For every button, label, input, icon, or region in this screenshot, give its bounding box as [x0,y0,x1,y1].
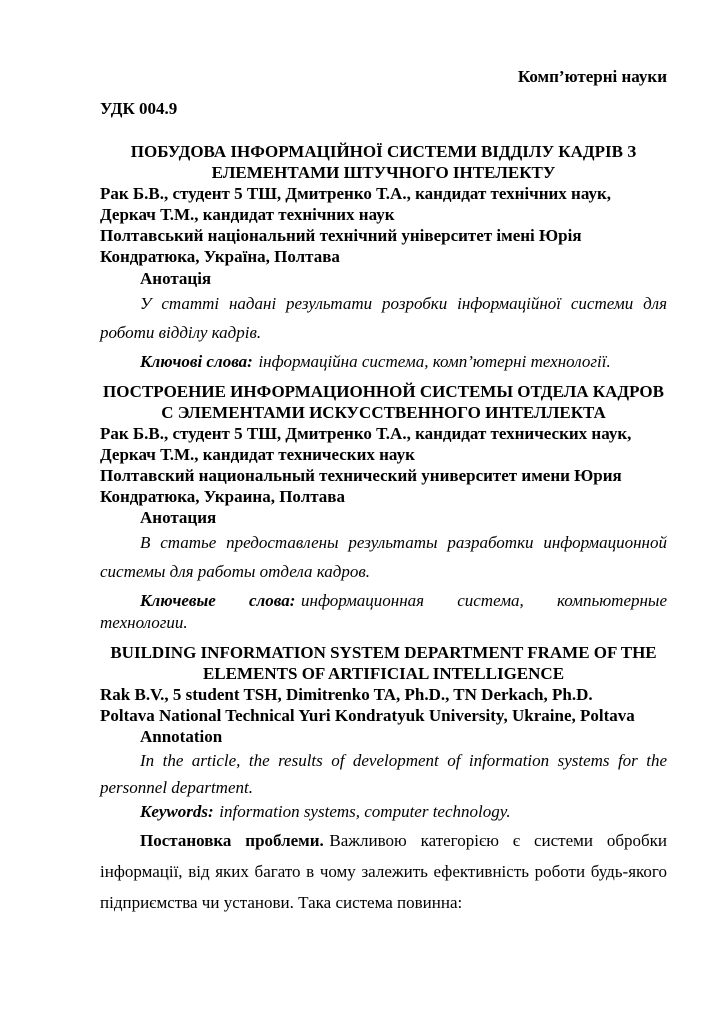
section-ukrainian [100,141,667,373]
authors-uk [100,183,667,267]
article-title-en-line1: BUILDING INFORMATION SYSTEM DEPARTMENT FRAME OF THE [110,643,657,662]
abstract-uk-line2: роботи відділу кадрів. [100,323,262,342]
keywords-en-text: information systems, computer technology. [219,802,511,821]
abstract-en-line1: In the article, the results of development of information systems for the [140,751,667,770]
authors-ru-line2: Деркач Т.М., кандидат технических наук [100,445,415,464]
affiliation-en-line1: Poltava National Technical Yuri Kondratyuk University, Ukraine, Poltava [100,706,635,725]
affiliation-uk-line1: Полтавський національний технічний університет імені Юрія [100,226,582,245]
annotation-heading-uk: Анотація [140,269,212,288]
article-title-uk-line1: ПОБУДОВА ІНФОРМАЦІЙНОЇ СИСТЕМИ ВІДДІЛУ КАДРІВ З [130,142,637,161]
problem-statement-line1 [100,825,667,856]
abstract-en-line2: personnel department. [100,778,253,797]
keywords-en [100,801,667,823]
abstract-uk-line1: У статті надані результати розробки інформаційної системи для [140,294,667,313]
page-content [100,66,667,918]
problem-statement-line3: підприємства чи установи. Така система повинна: [100,893,463,912]
authors-en-line1: Rak B.V., 5 student TSH, Dimitrenko TA, Ph.D., TN Derkach, Ph.D. [100,685,593,704]
article-title-ru-line1: ПОСТРОЕНИЕ ИНФОРМАЦИОННОЙ СИСТЕМЫ ОТДЕЛА КАДРОВ [103,382,664,401]
keywords-ru-line1 [100,590,667,612]
affiliation-uk-line2: Кондратюка, Україна, Полтава [100,247,340,266]
authors-uk-line1: Рак Б.В., студент 5 ТШ, Дмитренко Т.А., кандидат технічних наук, [100,184,612,203]
keywords-en-label: Keywords: [140,802,214,821]
problem-statement-line2: інформації, від яких багато в чому залежить ефективність роботи будь-якого [100,862,667,881]
affiliation-ru-line1: Полтавский национальный технический университет имени Юрия [100,466,622,485]
abstract-uk [100,289,667,347]
section-russian [100,381,667,634]
udc-code: УДК 004.9 [100,99,178,118]
keywords-uk [100,351,667,373]
authors-ru [100,423,667,507]
annotation-heading-en: Annotation [140,727,223,746]
problem-statement-line1-rest: Важливою категорією є системи обробки [329,831,667,850]
authors-en [100,684,667,726]
abstract-ru-line1: В статье предоставлены результаты разработки информационной [140,533,667,552]
journal-rubric: Комп’ютерні науки [517,67,667,86]
keywords-ru-label: Ключевые слова: [140,591,296,610]
authors-uk-line2: Деркач Т.М., кандидат технічних наук [100,205,395,224]
abstract-en [100,747,667,801]
article-title-en [100,642,667,684]
abstract-ru-line2: системы для работы отдела кадров. [100,562,370,581]
problem-statement-paragraph [100,825,667,918]
authors-ru-line1: Рак Б.В., студент 5 ТШ, Дмитренко Т.А., кандидат технических наук, [100,424,632,443]
article-title-uk [100,141,667,183]
keywords-uk-text: інформаційна система, комп’ютерні технології. [258,352,611,371]
keywords-ru-text-line1: информационная система, компьютерные [301,591,667,610]
keywords-ru-line2: технологии. [100,613,188,632]
article-title-ru [100,381,667,423]
article-title-uk-line2: ЕЛЕМЕНТАМИ ШТУЧНОГО ІНТЕЛЕКТУ [211,163,556,182]
section-english [100,642,667,823]
article-title-ru-line2: С ЭЛЕМЕНТАМИ ИСКУССТВЕННОГО ИНТЕЛЛЕКТА [161,403,606,422]
keywords-ru [100,590,667,634]
annotation-heading-ru: Анотация [140,508,217,527]
abstract-ru [100,528,667,586]
problem-statement-lead: Постановка проблеми. [140,831,324,850]
affiliation-ru-line2: Кондратюка, Украина, Полтава [100,487,345,506]
article-title-en-line2: ELEMENTS OF ARTIFICIAL INTELLIGENCE [202,664,565,683]
keywords-uk-label: Ключові слова: [140,352,253,371]
